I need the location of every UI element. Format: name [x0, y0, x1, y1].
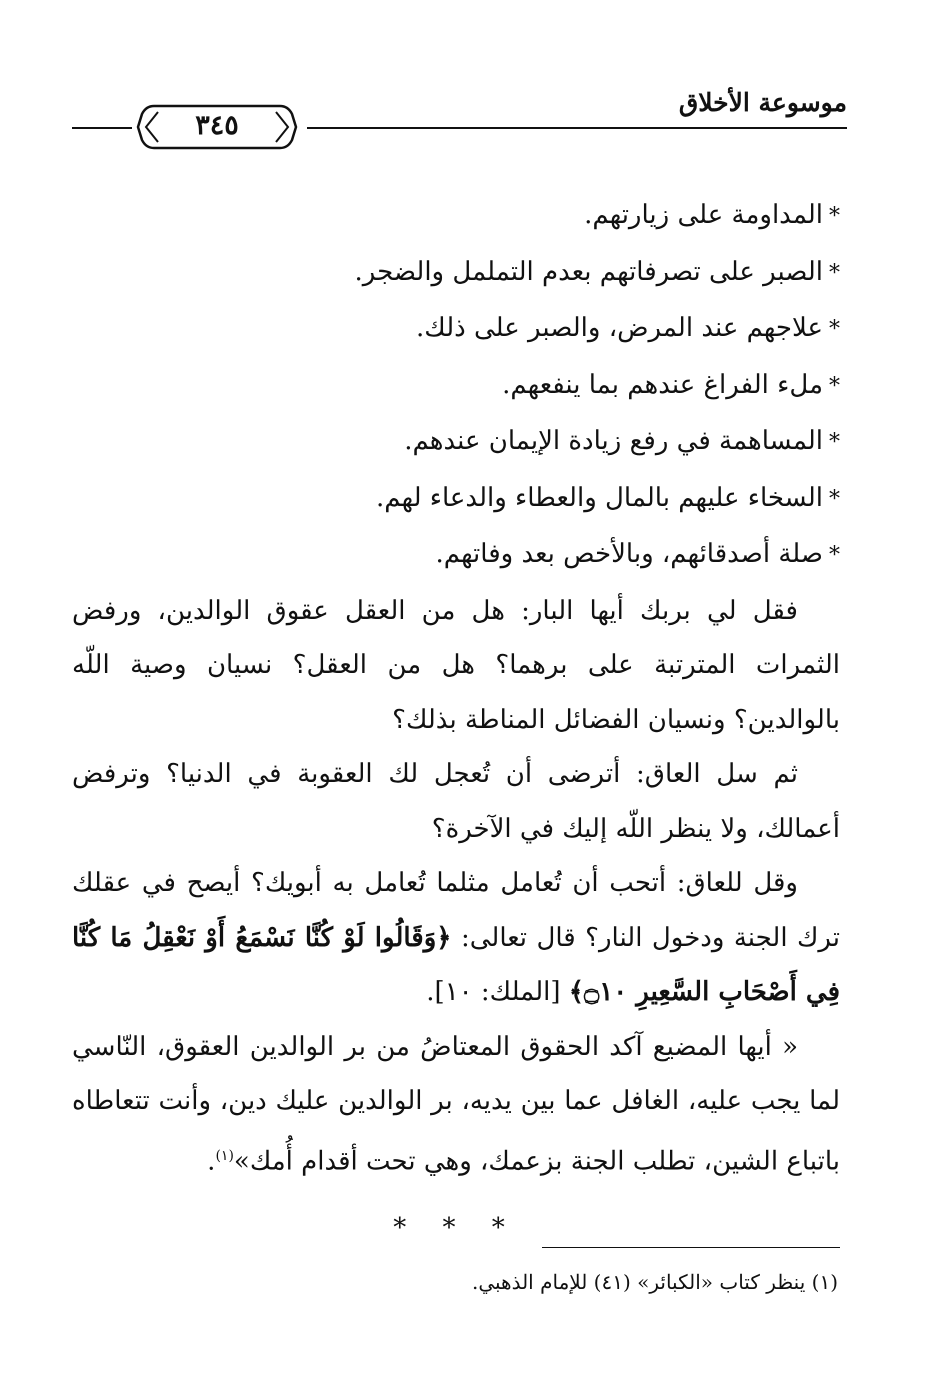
header-rule-right	[307, 127, 847, 129]
bullet-text: ملء الفراغ عندهم بما ينفعهم.	[502, 369, 823, 400]
paragraph-3-intro: وقل للعاق: أتحب أن تُعامل مثلما تُعامل به أبويك؟ أيصح في عقلك ترك الجنة ودخول النار؟ قال تعالى:	[72, 868, 841, 953]
bullet-marker: *	[829, 430, 840, 455]
quote-text: « أيها المضيع آكد الحقوق المعتاضُ من بر الوالدين العقوق، النّاسي لما يجب عليه، الغافل عما بين يديه، بر الوالدين عليك دين، وأنت تتعاطاه باتباع الشين، تطلب الجنة بزعمك، وهي تحت أقدام أُمك»	[72, 1031, 840, 1177]
page-number: ٣٤٥	[195, 110, 239, 141]
bullet-text: المداومة على زيارتهم.	[584, 200, 823, 230]
book-title: موسوعة الأخلاق	[678, 88, 847, 117]
quran-verse: ﴿وَقَالُوا لَوْ كُنَّا نَسْمَعُ أَوْ نَعْقِلُ مَا كُنَّا فِي أَصْحَابِ السَّعِيرِ ۝١٠﴾	[72, 922, 840, 1007]
bullet-item	[72, 188, 840, 245]
footnote-rule	[542, 1247, 840, 1248]
bullet-text: الصبر على تصرفاتهم بعدم التململ والضجر.	[354, 256, 823, 287]
paragraph-1: فقل لي بربك أيها البار: هل من العقل عقوق الوالدين، ورفض الثمرات المترتبة على برهما؟ هل من العقل؟ نسيان وصية اللّه بالوالدين؟ ونسيان الفضائل المناطة بذلك؟	[72, 595, 841, 735]
page-header	[72, 88, 847, 142]
quote-end: .	[207, 1146, 216, 1177]
bullet-item	[72, 471, 840, 528]
verse-reference: [الملك: ١٠].	[426, 977, 561, 1007]
bullet-item	[72, 358, 840, 415]
bullet-marker: *	[829, 543, 840, 568]
bullet-item	[72, 414, 840, 471]
bullet-item	[72, 527, 840, 584]
bullet-marker: *	[829, 317, 840, 342]
bullet-marker: *	[829, 204, 840, 229]
header-rule-left	[72, 127, 132, 129]
bullet-marker: *	[829, 486, 840, 512]
page-body	[72, 188, 840, 1255]
bullet-text: صلة أصدقائهم، وبالأخص بعد وفاتهم.	[435, 539, 823, 569]
paragraph-2: ثم سل العاق: أترضى أن تُعجل لك العقوبة في الدنيا؟ وترفض أعمالك، ولا ينظر اللّه إليك في الآخرة؟	[72, 759, 840, 844]
page-number-box	[136, 102, 298, 152]
bullet-text: السخاء عليهم بالمال والعطاء والدعاء لهم.	[376, 482, 823, 513]
paragraph-3	[72, 856, 840, 1020]
bullet-marker: *	[829, 373, 840, 399]
bullet-text: علاجهم عند المرض، والصبر على ذلك.	[416, 313, 823, 343]
footnote-marker: (١)	[215, 1147, 234, 1164]
section-divider: * * *	[393, 1212, 519, 1243]
paragraph-4	[72, 1020, 840, 1189]
bullet-text: المساهمة في رفع زيادة الإيمان عندهم.	[404, 426, 823, 456]
bullet-item	[72, 301, 840, 358]
bullet-marker: *	[829, 260, 840, 286]
bullet-item	[72, 245, 840, 302]
footnote: (١) ينظر كتاب «الكبائر» (٤١) للإمام الذهبي.	[471, 1270, 838, 1294]
